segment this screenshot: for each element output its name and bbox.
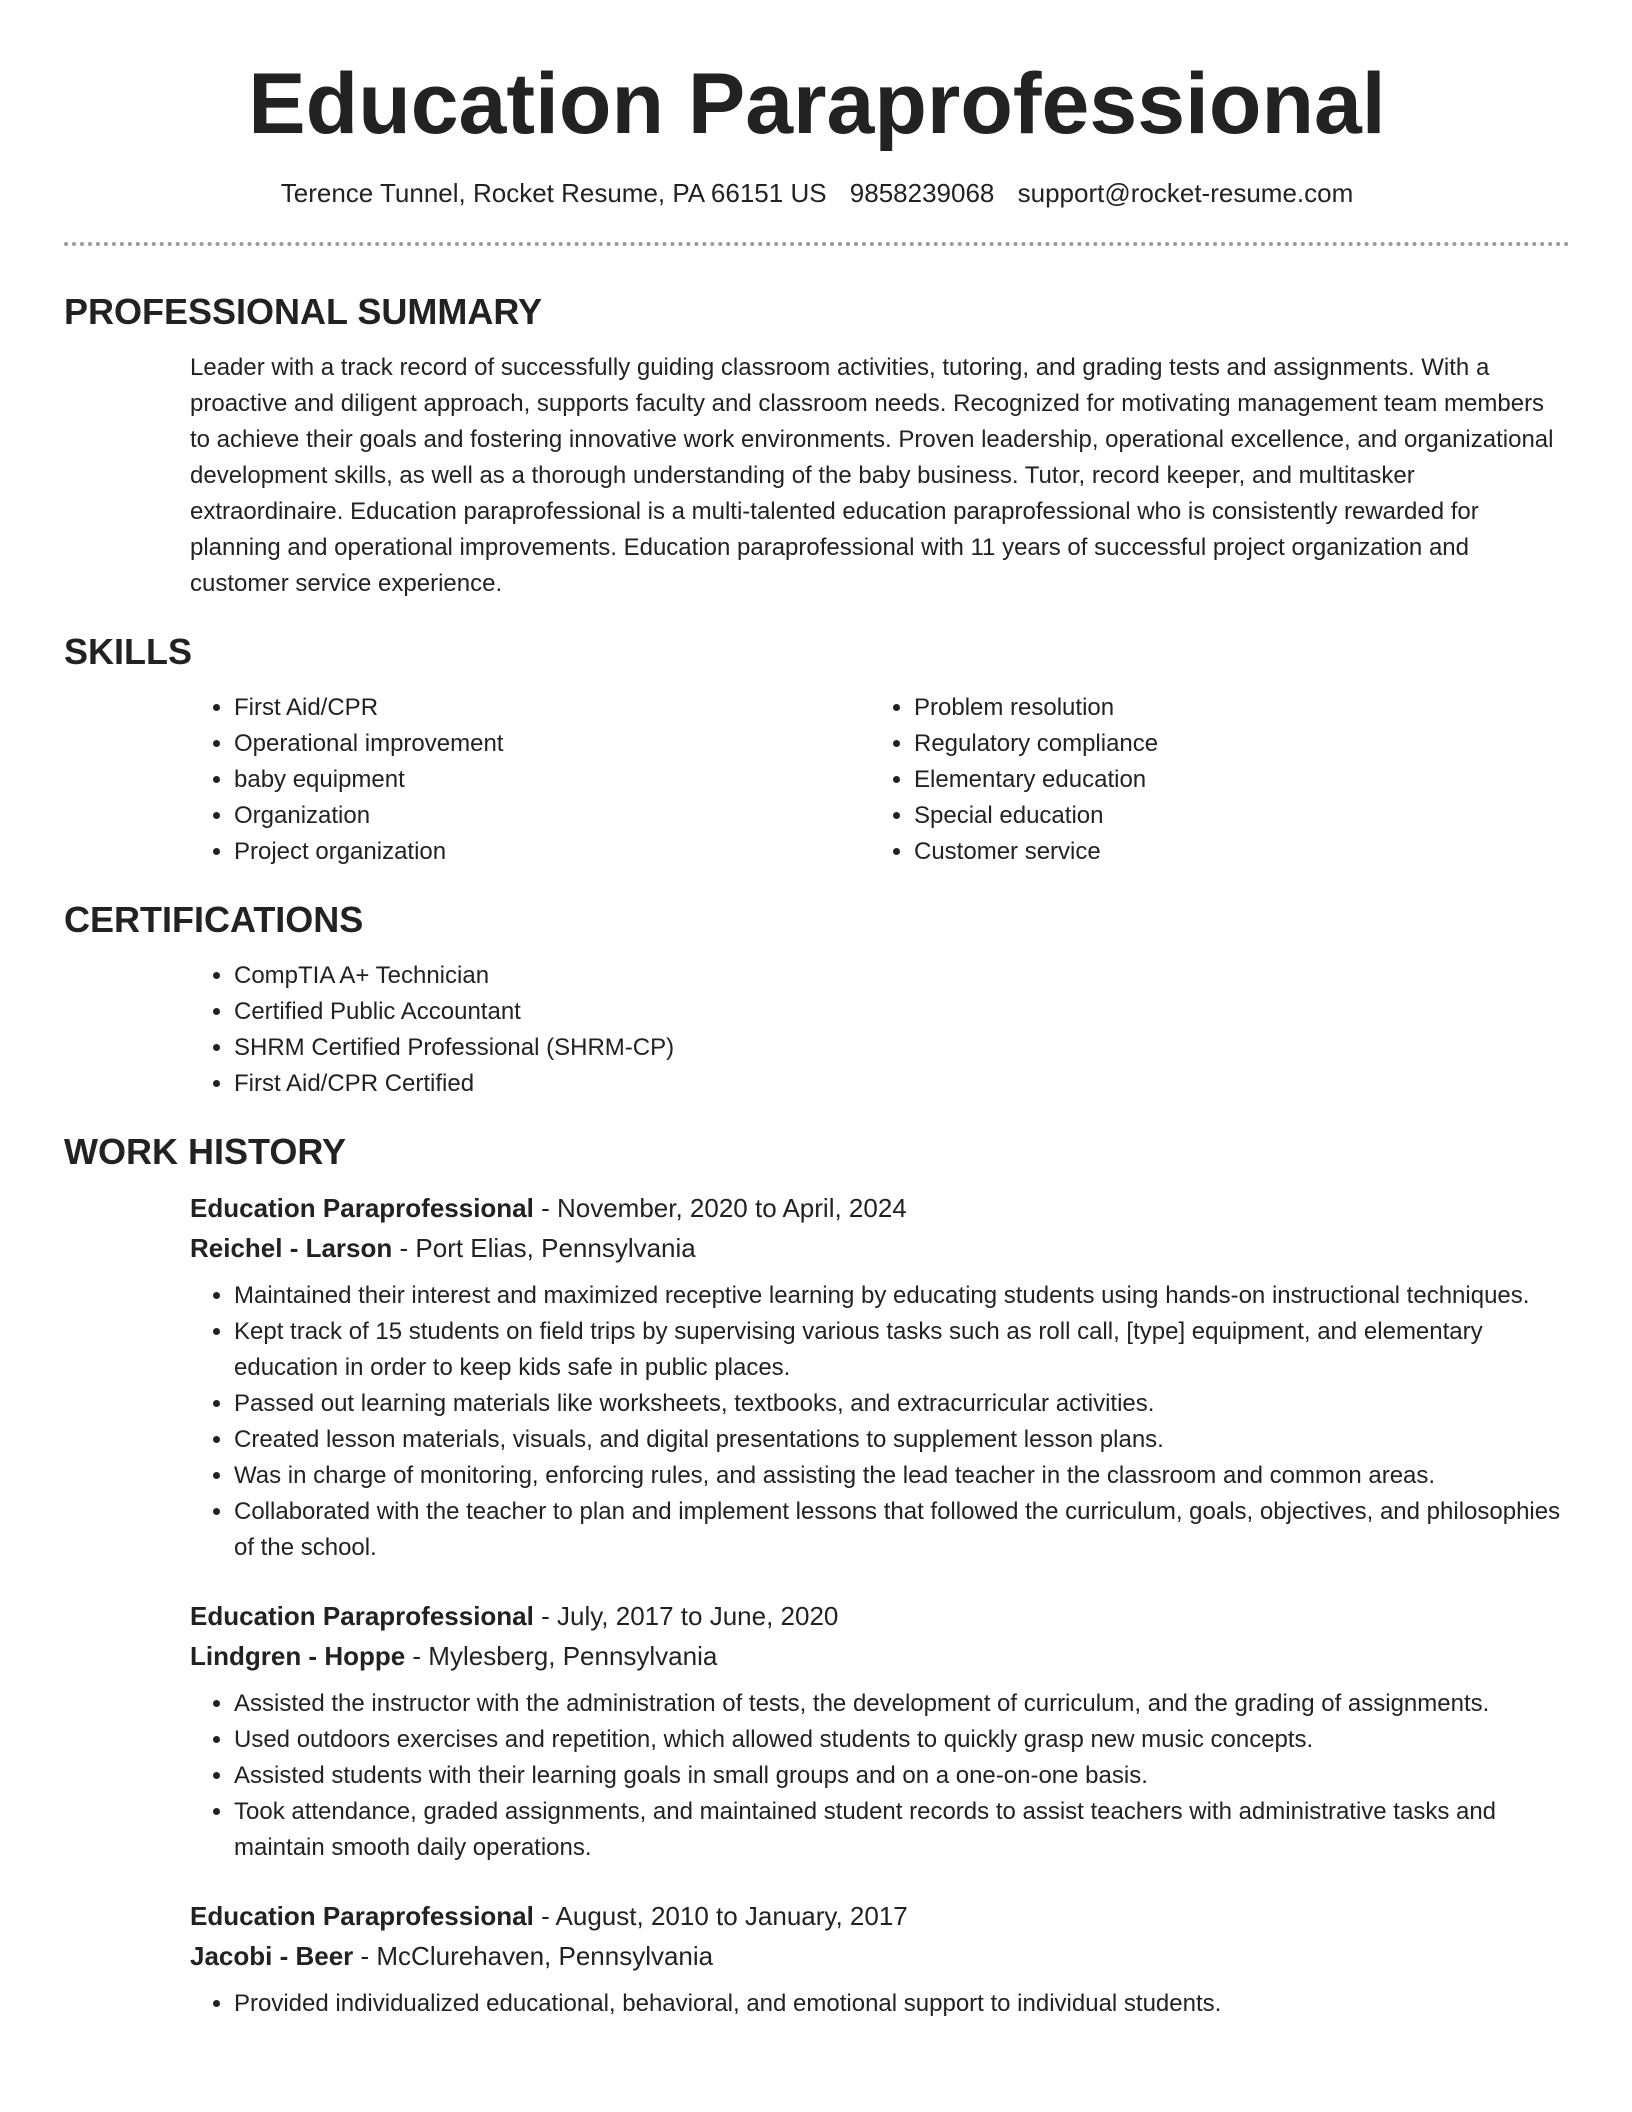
job-bullet: • Passed out learning materials like worksheets, textbooks, and extracurricular activities. <box>234 1386 1570 1422</box>
job-title: Education Paraprofessional <box>190 1601 534 1631</box>
job-title-line <box>190 1188 1570 1228</box>
resume-name: Education Paraprofessional <box>248 56 1386 152</box>
header-divider <box>64 242 1570 246</box>
summary-heading: PROFESSIONAL SUMMARY <box>64 291 543 332</box>
skill-item: • Special education <box>914 798 1550 834</box>
resume-page <box>64 0 1570 2022</box>
job-location: - Port Elias, Pennsylvania <box>392 1233 696 1263</box>
skill-item: • baby equipment <box>234 762 870 798</box>
job-dates: - July, 2017 to June, 2020 <box>533 1601 839 1631</box>
work-history-heading: WORK HISTORY <box>64 1131 347 1172</box>
certification-item: • Certified Public Accountant <box>234 994 1570 1030</box>
skill-item: • Customer service <box>914 834 1550 870</box>
job-title: Education Paraprofessional <box>190 1193 534 1223</box>
job-bullets <box>190 1986 1570 2022</box>
certifications-heading: CERTIFICATIONS <box>64 899 364 940</box>
skill-item: • Problem resolution <box>914 690 1550 726</box>
certifications-list <box>190 958 1570 1102</box>
certifications-section <box>64 898 1570 1102</box>
job-bullet: • Created lesson materials, visuals, and digital presentations to supplement lesson plans. <box>234 1422 1570 1458</box>
job-bullet: • Collaborated with the teacher to plan and implement lessons that followed the curriculum, goals, objectives, and philosophies of the school. <box>234 1494 1570 1566</box>
job-company: Reichel - Larson <box>190 1233 393 1263</box>
job-company-line <box>190 1228 1570 1268</box>
certification-item: • CompTIA A+ Technician <box>234 958 1570 994</box>
contact-address: Terence Tunnel, Rocket Resume, PA 66151 US <box>280 178 827 208</box>
certification-item: • First Aid/CPR Certified <box>234 1066 1570 1102</box>
job-title: Education Paraprofessional <box>190 1901 534 1931</box>
certification-item: • SHRM Certified Professional (SHRM-CP) <box>234 1030 1570 1066</box>
skills-column-left <box>190 690 870 870</box>
job-title-line <box>190 1896 1570 1936</box>
job-company-line <box>190 1936 1570 1976</box>
job-title-line <box>190 1596 1570 1636</box>
job-bullet: • Kept track of 15 students on field trips by supervising various tasks such as roll call, [type] equipment, and elementary education in order to keep kids safe in public places. <box>234 1314 1570 1386</box>
skill-item: • Operational improvement <box>234 726 870 762</box>
skill-item: • Elementary education <box>914 762 1550 798</box>
job-dates: - November, 2020 to April, 2024 <box>533 1193 907 1223</box>
summary-text: Leader with a track record of successfully guiding classroom activities, tutoring, and grading tests and assignments. With a proactive and diligent approach, supports faculty and classroom needs. Recognized for motivating management team members to achieve their goals and fostering innovative work environments. Proven leadership, operational excellence, and organizational development skills, as well as a thorough understanding of the baby business. Tutor, record keeper, and multitasker extraordinaire. Education paraprofessional is a multi-talented education paraprofessional who is consistently rewarded for planning and operational improvements. Education paraprofessional with 11 years of successful project organization and customer service experience. <box>190 354 1554 597</box>
skills-list-left <box>190 690 870 870</box>
job-bullet: • Was in charge of monitoring, enforcing rules, and assisting the lead teacher in the classroom and common areas. <box>234 1458 1570 1494</box>
job-bullets <box>190 1278 1570 1566</box>
job-entry <box>190 1188 1570 1566</box>
skills-heading: SKILLS <box>64 631 193 672</box>
job-bullet: • Assisted the instructor with the administration of tests, the development of curriculum, and the grading of assignments. <box>234 1686 1570 1722</box>
contact-phone: 9858239068 <box>849 178 995 208</box>
job-bullet: • Assisted students with their learning goals in small groups and on a one-on-one basis. <box>234 1758 1570 1794</box>
job-bullet: • Maintained their interest and maximized receptive learning by educating students using hands-on instructional techniques. <box>234 1278 1570 1314</box>
contact-line <box>64 176 1570 210</box>
job-dates: - August, 2010 to January, 2017 <box>533 1901 908 1931</box>
job-bullet: • Used outdoors exercises and repetition, which allowed students to quickly grasp new music concepts. <box>234 1722 1570 1758</box>
job-company: Jacobi - Beer <box>190 1941 354 1971</box>
job-entry <box>190 1596 1570 1866</box>
job-entry <box>190 1896 1570 2022</box>
skills-list-right <box>870 690 1550 870</box>
job-location: - Mylesberg, Pennsylvania <box>405 1641 718 1671</box>
contact-email: support@rocket-resume.com <box>1017 178 1354 208</box>
job-location: - McClurehaven, Pennsylvania <box>353 1941 714 1971</box>
skill-item: • Project organization <box>234 834 870 870</box>
skill-item: • First Aid/CPR <box>234 690 870 726</box>
summary-section <box>64 290 1570 602</box>
skills-section <box>64 630 1570 870</box>
job-bullet: • Took attendance, graded assignments, and maintained student records to assist teachers with administrative tasks and maintain smooth daily operations. <box>234 1794 1570 1866</box>
job-bullet: • Provided individualized educational, behavioral, and emotional support to individual students. <box>234 1986 1570 2022</box>
work-history-section <box>64 1130 1570 2022</box>
job-company-line <box>190 1636 1570 1676</box>
job-company: Lindgren - Hoppe <box>190 1641 406 1671</box>
skills-column-right <box>870 690 1550 870</box>
skill-item: • Organization <box>234 798 870 834</box>
job-bullets <box>190 1686 1570 1866</box>
skill-item: • Regulatory compliance <box>914 726 1550 762</box>
